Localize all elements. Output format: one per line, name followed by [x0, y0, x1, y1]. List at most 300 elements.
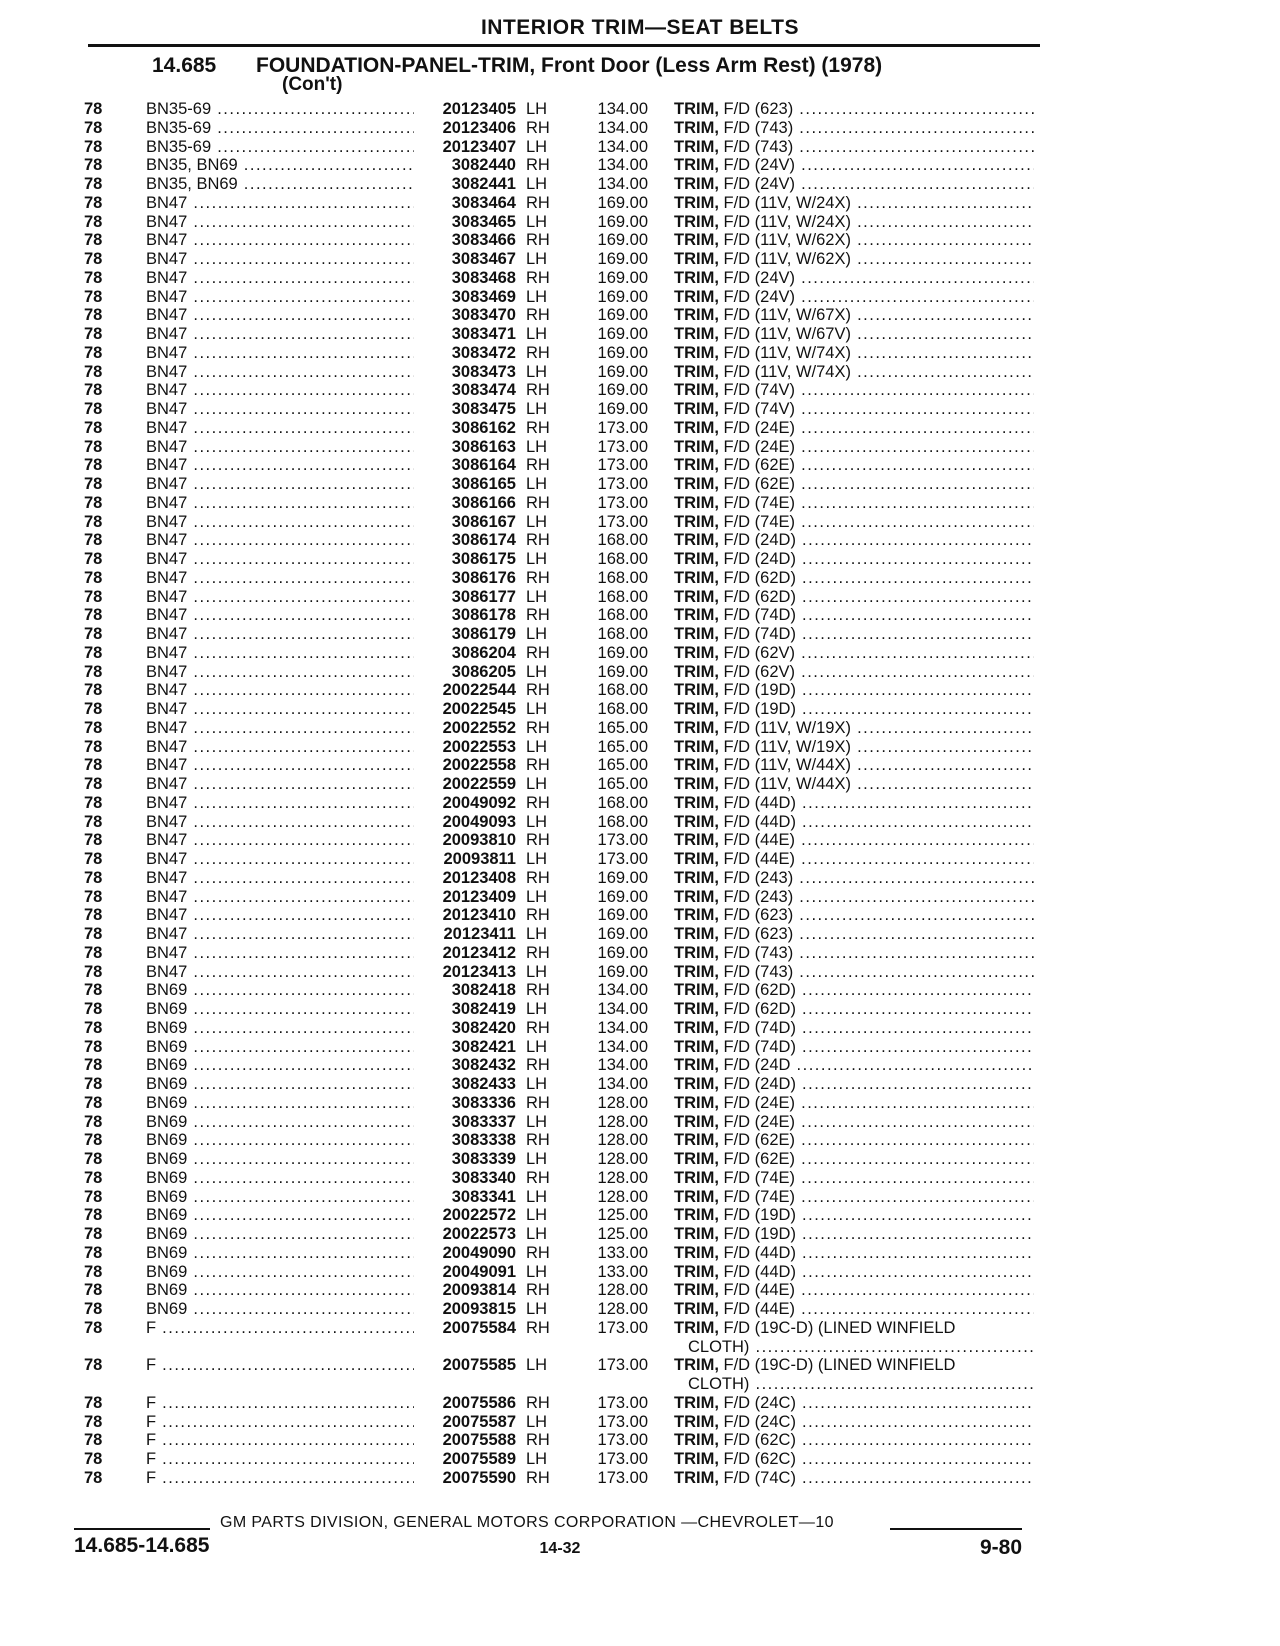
side-code: LH	[526, 1000, 548, 1018]
section-title: FOUNDATION-PANEL-TRIM, Front Door (Less Arm Rest) (1978)	[256, 54, 883, 77]
description-text: F/D (62E)	[723, 456, 796, 475]
part-description	[674, 119, 1034, 138]
part-number: 3082440	[451, 156, 516, 175]
part-description	[674, 325, 1034, 344]
trim-word: TRIM,	[674, 1450, 719, 1468]
side-code: RH	[526, 943, 550, 962]
description-text: F/D (24E)	[723, 1112, 796, 1131]
description-text: F/D (44E)	[723, 1300, 796, 1318]
description-text: F/D (24D)	[723, 550, 796, 568]
description-text: F/D (44E)	[723, 850, 796, 868]
description-text: F/D (11V, W/62X)	[723, 231, 851, 250]
trim-word: TRIM,	[674, 943, 719, 962]
footer-page-number: 14-32	[539, 1540, 581, 1557]
model-code: BN47 .....	[146, 663, 414, 682]
model-code: BN69 .....	[146, 1188, 414, 1207]
part-description	[674, 606, 1034, 625]
trim-word: TRIM,	[674, 550, 719, 568]
description-text: F/D (11V, W/44X)	[723, 775, 851, 793]
model-year: 78	[84, 512, 103, 531]
part-description	[674, 1056, 1034, 1075]
part-description	[674, 194, 1034, 213]
trim-word: TRIM,	[674, 1412, 719, 1431]
trim-word: TRIM,	[674, 1093, 719, 1112]
description-text: F/D (743)	[723, 118, 794, 137]
list-item	[0, 288, 1280, 307]
part-description	[674, 1281, 1034, 1300]
part-number: 20049093	[442, 812, 516, 831]
model-year: 78	[84, 437, 103, 456]
description-text: F/D (11V, W/19X)	[723, 737, 851, 756]
list-item	[0, 1450, 1280, 1469]
model-year: 78	[84, 1206, 103, 1225]
model-year: 78	[84, 325, 103, 343]
list-price: 173.00	[597, 475, 648, 493]
list-item	[0, 419, 1280, 438]
trim-word: TRIM,	[674, 737, 719, 756]
list-price: 128.00	[597, 1300, 648, 1318]
list-price: 125.00	[597, 1206, 648, 1225]
model-year: 78	[84, 812, 103, 831]
model-code: BN47 .....	[146, 231, 414, 250]
part-description	[674, 869, 1034, 888]
part-description	[674, 1394, 1034, 1413]
trim-word: TRIM,	[674, 793, 719, 812]
model-year: 78	[84, 456, 103, 475]
part-description	[674, 175, 1034, 194]
model-code: BN35-69 .....	[146, 100, 414, 119]
list-price: 173.00	[597, 1318, 648, 1337]
list-price: 168.00	[597, 531, 648, 550]
model-code: BN69 .....	[146, 1150, 414, 1169]
list-price: 168.00	[597, 700, 648, 718]
model-year: 78	[84, 531, 103, 550]
trim-word: TRIM,	[674, 775, 719, 793]
list-item	[0, 925, 1280, 944]
model-code: BN47 .....	[146, 513, 414, 532]
model-year: 78	[84, 381, 103, 400]
side-code: LH	[526, 1450, 548, 1468]
list-item	[0, 1469, 1280, 1488]
part-description	[674, 1019, 1034, 1038]
description-text: F/D (62C)	[723, 1450, 796, 1468]
trim-word: TRIM,	[674, 306, 719, 325]
part-description	[674, 906, 1034, 925]
model-year: 78	[84, 962, 103, 981]
list-price: 169.00	[597, 943, 648, 962]
part-number: 3083473	[451, 362, 516, 381]
model-code: BN47 .....	[146, 288, 414, 307]
description-text: F/D (24V)	[723, 268, 796, 287]
side-code: RH	[526, 231, 550, 250]
part-number: 3086165	[451, 475, 516, 493]
description-text: F/D (24E)	[723, 437, 796, 456]
list-item	[0, 381, 1280, 400]
side-code: RH	[526, 981, 550, 1000]
model-year: 78	[84, 343, 103, 362]
part-description	[674, 438, 1034, 457]
list-item	[0, 850, 1280, 869]
model-year: 78	[84, 231, 103, 250]
side-code: RH	[526, 381, 550, 400]
side-code: RH	[526, 1281, 550, 1300]
part-description	[674, 775, 1034, 794]
description-text: F/D (24E)	[723, 1093, 796, 1112]
list-item	[0, 438, 1280, 457]
part-description	[674, 250, 1034, 269]
list-price: 165.00	[597, 756, 648, 775]
part-number: 20123405	[442, 100, 516, 118]
side-code: LH	[526, 512, 548, 531]
trim-word: TRIM,	[674, 756, 719, 775]
part-description	[674, 100, 1034, 119]
list-price: 134.00	[597, 156, 648, 175]
part-number: 20049092	[442, 793, 516, 812]
trim-word: TRIM,	[674, 1150, 719, 1168]
trim-word: TRIM,	[674, 981, 719, 1000]
list-price: 168.00	[597, 568, 648, 587]
description-text: F/D (11V, W/24X)	[723, 212, 851, 231]
model-code: BN47 .....	[146, 681, 414, 700]
description-text: F/D (44D)	[723, 793, 796, 812]
list-price: 169.00	[597, 231, 648, 250]
side-code: LH	[526, 700, 548, 718]
part-number: 20022552	[442, 718, 516, 737]
model-year: 78	[84, 362, 103, 381]
description-text: F/D (24E)	[723, 418, 796, 437]
side-code: LH	[526, 100, 548, 118]
part-number: 20075590	[442, 1468, 516, 1487]
trim-word: TRIM,	[674, 662, 719, 681]
list-item	[0, 531, 1280, 550]
description-text: F/D (24V)	[723, 287, 796, 306]
part-description	[674, 1244, 1034, 1263]
part-number: 3086179	[451, 625, 516, 643]
part-description	[674, 1094, 1034, 1113]
part-description	[674, 644, 1034, 663]
list-item	[0, 606, 1280, 625]
part-description	[674, 794, 1034, 813]
list-price: 169.00	[597, 906, 648, 925]
model-year: 78	[84, 1000, 103, 1018]
model-code: BN69 .....	[146, 1094, 414, 1113]
part-description	[674, 681, 1034, 700]
list-item	[0, 1094, 1280, 1113]
part-number: 3083468	[451, 268, 516, 287]
list-price: 173.00	[597, 831, 648, 850]
model-code: BN69 .....	[146, 1056, 414, 1075]
list-item	[0, 869, 1280, 888]
trim-word: TRIM,	[674, 400, 719, 418]
part-description	[674, 381, 1034, 400]
part-number: 3083338	[451, 1131, 516, 1150]
model-year: 78	[84, 493, 103, 512]
list-item	[0, 906, 1280, 925]
trim-word: TRIM,	[674, 325, 719, 343]
part-number: 3086175	[451, 550, 516, 568]
part-number: 3083466	[451, 231, 516, 250]
model-year: 78	[84, 193, 103, 212]
side-code: LH	[526, 812, 548, 831]
trim-word: TRIM,	[674, 193, 719, 212]
list-price: 134.00	[597, 1018, 648, 1037]
model-code: BN47 .....	[146, 456, 414, 475]
part-number: 20022559	[442, 775, 516, 793]
list-price: 128.00	[597, 1187, 648, 1206]
list-item	[0, 325, 1280, 344]
part-number: 20022572	[442, 1206, 516, 1225]
part-number: 20075589	[442, 1450, 516, 1468]
description-text: F/D (74E)	[723, 1187, 796, 1206]
footer-range: 14.685-14.685	[74, 1534, 210, 1557]
side-code: RH	[526, 1131, 550, 1150]
part-description	[674, 963, 1034, 982]
trim-word: TRIM,	[674, 643, 719, 662]
list-price: 169.00	[597, 400, 648, 418]
model-code: F .....	[146, 1319, 414, 1338]
model-year: 78	[84, 212, 103, 231]
description-text: F/D (11V, W/19X)	[723, 718, 851, 737]
model-year: 78	[84, 850, 103, 868]
description-text: F/D (62V)	[723, 643, 796, 662]
list-item	[0, 1150, 1280, 1169]
model-code: BN47 .....	[146, 756, 414, 775]
model-year: 78	[84, 887, 103, 906]
model-code: BN69 .....	[146, 1300, 414, 1319]
list-item	[0, 475, 1280, 494]
model-code: BN47 .....	[146, 775, 414, 794]
trim-word: TRIM,	[674, 925, 719, 943]
trim-word: TRIM,	[674, 812, 719, 831]
trim-word: TRIM,	[674, 1112, 719, 1131]
part-number: 20093815	[442, 1300, 516, 1318]
model-year: 78	[84, 118, 103, 137]
list-price: 169.00	[597, 643, 648, 662]
part-number: 3083471	[451, 325, 516, 343]
part-description	[674, 1469, 1034, 1488]
part-number: 3083340	[451, 1168, 516, 1187]
description-text: F/D (62D)	[723, 587, 796, 606]
part-description	[674, 1131, 1034, 1150]
model-year: 78	[84, 1300, 103, 1318]
model-year: 78	[84, 1018, 103, 1037]
list-item	[0, 231, 1280, 250]
part-number: 3086205	[451, 662, 516, 681]
part-number: 3086163	[451, 437, 516, 456]
side-code: RH	[526, 418, 550, 437]
part-description	[674, 531, 1034, 550]
part-description	[674, 363, 1034, 382]
part-description	[674, 1450, 1034, 1469]
model-year: 78	[84, 906, 103, 925]
trim-word: TRIM,	[674, 1131, 719, 1150]
list-item	[0, 569, 1280, 588]
description-text: F/D (11V, W/67V)	[723, 325, 851, 343]
side-code: RH	[526, 1393, 550, 1412]
description-text: F/D (743)	[723, 943, 794, 962]
list-item	[0, 1225, 1280, 1244]
side-code: LH	[526, 400, 548, 418]
trim-word: TRIM,	[674, 587, 719, 606]
list-item	[0, 663, 1280, 682]
model-code: BN47 .....	[146, 400, 414, 419]
trim-word: TRIM,	[674, 1281, 719, 1300]
list-price: 165.00	[597, 718, 648, 737]
list-item	[0, 1188, 1280, 1207]
list-item	[0, 944, 1280, 963]
model-code: BN47 .....	[146, 194, 414, 213]
description-text: F/D (74E)	[723, 512, 796, 531]
part-description	[674, 213, 1034, 232]
model-year: 78	[84, 568, 103, 587]
model-code: BN47 .....	[146, 363, 414, 382]
part-number: 3083472	[451, 343, 516, 362]
part-number: 20075585	[442, 1356, 516, 1375]
model-code: BN47 .....	[146, 944, 414, 963]
part-number: 3083475	[451, 400, 516, 418]
part-description	[674, 1300, 1034, 1319]
side-code: RH	[526, 1056, 550, 1075]
part-description	[674, 1319, 1034, 1357]
side-code: LH	[526, 137, 548, 156]
model-code: BN69 .....	[146, 1263, 414, 1282]
side-code: LH	[526, 1412, 548, 1431]
list-item	[0, 494, 1280, 513]
part-description	[674, 344, 1034, 363]
description-continuation: CLOTH) .....	[674, 1375, 1034, 1394]
part-number: 3082421	[451, 1037, 516, 1056]
list-item	[0, 456, 1280, 475]
trim-word: TRIM,	[674, 868, 719, 887]
trim-word: TRIM,	[674, 906, 719, 925]
trim-word: TRIM,	[674, 212, 719, 231]
description-text: F/D (11V, W/24X)	[723, 193, 851, 212]
list-price: 134.00	[597, 175, 648, 193]
part-description	[674, 831, 1034, 850]
list-price: 168.00	[597, 812, 648, 831]
list-item	[0, 738, 1280, 757]
side-code: RH	[526, 756, 550, 775]
part-description	[674, 888, 1034, 907]
part-number: 20022573	[442, 1225, 516, 1243]
list-item	[0, 1075, 1280, 1094]
model-year: 78	[84, 1056, 103, 1075]
footer-rule-left	[74, 1528, 210, 1530]
part-description	[674, 494, 1034, 513]
part-description	[674, 1169, 1034, 1188]
description-text: F/D (11V, W/74X)	[723, 362, 851, 381]
part-number: 3083339	[451, 1150, 516, 1168]
model-code: F .....	[146, 1356, 414, 1375]
list-price: 169.00	[597, 343, 648, 362]
list-price: 134.00	[597, 981, 648, 1000]
model-code: F .....	[146, 1413, 414, 1432]
side-code: LH	[526, 625, 548, 643]
description-text: F/D (74C)	[723, 1468, 796, 1487]
part-description	[674, 550, 1034, 569]
list-price: 128.00	[597, 1131, 648, 1150]
part-description	[674, 1225, 1034, 1244]
list-price: 169.00	[597, 287, 648, 306]
trim-word: TRIM,	[674, 456, 719, 475]
trim-word: TRIM,	[674, 831, 719, 850]
footer-rule-right	[890, 1528, 1022, 1530]
part-number: 3083341	[451, 1187, 516, 1206]
part-number: 3083465	[451, 212, 516, 231]
part-description	[674, 1356, 1034, 1394]
part-description	[674, 738, 1034, 757]
part-description	[674, 925, 1034, 944]
trim-word: TRIM,	[674, 1243, 719, 1262]
trim-word: TRIM,	[674, 1468, 719, 1487]
part-description	[674, 663, 1034, 682]
part-number: 3086164	[451, 456, 516, 475]
trim-word: TRIM,	[674, 531, 719, 550]
model-code: BN47 .....	[146, 306, 414, 325]
list-price: 173.00	[597, 1393, 648, 1412]
model-year: 78	[84, 943, 103, 962]
model-code: F .....	[146, 1469, 414, 1488]
list-price: 165.00	[597, 737, 648, 756]
model-code: BN47 .....	[146, 550, 414, 569]
model-code: BN35, BN69 .....	[146, 175, 414, 194]
model-code: BN69 .....	[146, 1206, 414, 1225]
part-number: 20049091	[442, 1262, 516, 1281]
list-item	[0, 119, 1280, 138]
part-description	[674, 231, 1034, 250]
part-description	[674, 569, 1034, 588]
trim-word: TRIM,	[674, 1300, 719, 1318]
list-price: 128.00	[597, 1093, 648, 1112]
list-price: 168.00	[597, 625, 648, 643]
side-code: RH	[526, 306, 550, 325]
side-code: RH	[526, 1243, 550, 1262]
side-code: LH	[526, 1300, 548, 1318]
description-text: F/D (19D)	[723, 681, 796, 700]
list-price: 169.00	[597, 212, 648, 231]
list-price: 134.00	[597, 118, 648, 137]
list-price: 173.00	[597, 512, 648, 531]
description-text: F/D (24D)	[723, 531, 796, 550]
side-code: LH	[526, 550, 548, 568]
part-number: 3083337	[451, 1112, 516, 1131]
trim-word: TRIM,	[674, 681, 719, 700]
list-item	[0, 269, 1280, 288]
part-description	[674, 1188, 1034, 1207]
description-text: F/D (11V, W/44X)	[723, 756, 851, 775]
description-text: F/D (24D)	[723, 1075, 796, 1093]
side-code: RH	[526, 1093, 550, 1112]
part-description	[674, 588, 1034, 607]
part-number: 20075586	[442, 1393, 516, 1412]
model-code: BN47 .....	[146, 850, 414, 869]
trim-word: TRIM,	[674, 418, 719, 437]
part-number: 3083474	[451, 381, 516, 400]
description-text: F/D (44D)	[723, 812, 796, 831]
list-item	[0, 1281, 1280, 1300]
model-code: BN47 .....	[146, 213, 414, 232]
model-code: BN47 .....	[146, 419, 414, 438]
model-year: 78	[84, 268, 103, 287]
trim-word: TRIM,	[674, 268, 719, 287]
side-code: RH	[526, 493, 550, 512]
model-code: BN47 .....	[146, 869, 414, 888]
side-code: RH	[526, 606, 550, 625]
description-text: F/D (74D)	[723, 1018, 796, 1037]
model-code: BN35, BN69 .....	[146, 156, 414, 175]
description-text: F/D (62D)	[723, 1000, 796, 1018]
list-price: 125.00	[597, 1225, 648, 1243]
